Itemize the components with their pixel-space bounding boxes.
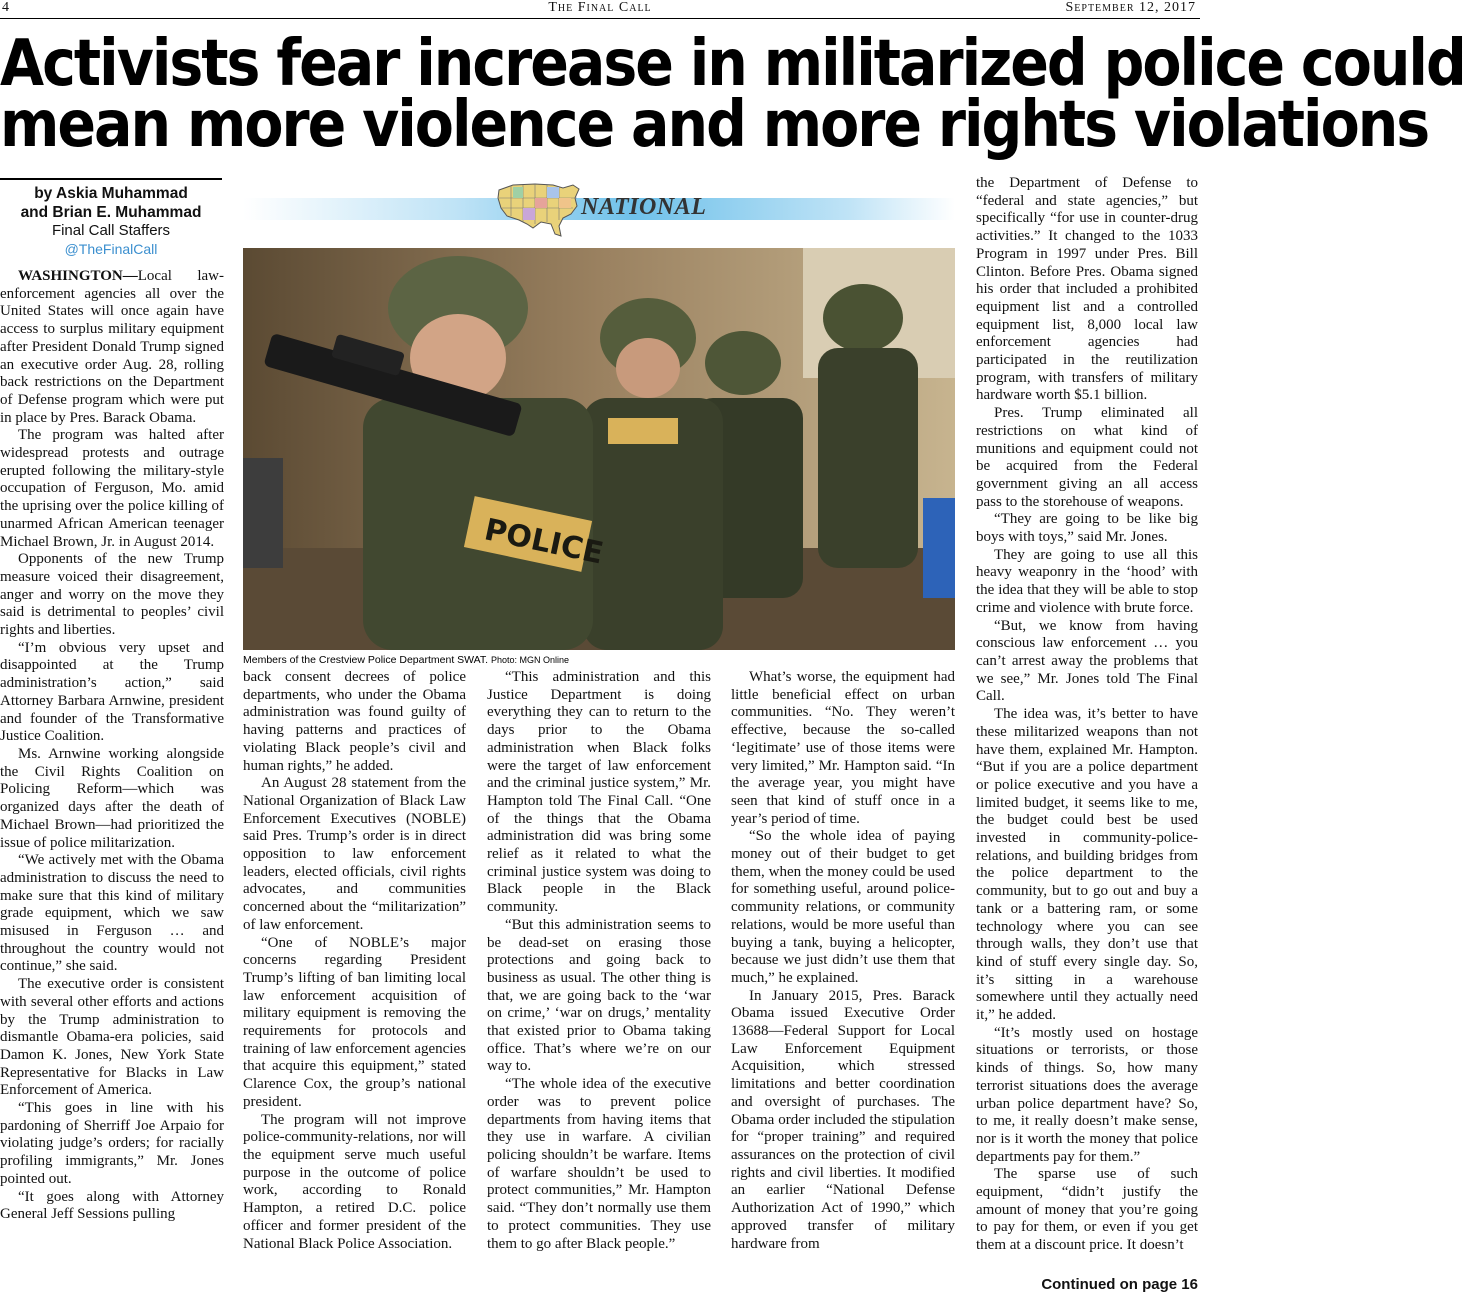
- paragraph: “The whole idea of the executive order was to prevent police departments from having items that they use in warfare. A civilian policing shouldn’t be warfare. Items of warfare shouldn’t be used to protect communities,” Mr. Hampton said. “They don’t normally use them to protect communities. They use them to go after Black people.”: [487, 1076, 711, 1252]
- us-map-icon: [493, 176, 583, 244]
- byline-handle[interactable]: @TheFinalCall: [64, 241, 158, 257]
- paragraph: An August 28 statement from the National Organization of Black Law Enforcement Executives (NOBLE) said Pres. Trump’s order is in direct opposition to law enforcement leaders, elected officials, civil rights advocates, and communities concerned about the “militarization” of law enforcement.: [243, 775, 466, 933]
- caption-text: Members of the Crestview Police Department SWAT.: [243, 654, 489, 666]
- paragraph: The executive order is consistent with several other efforts and actions by the Trump administration to dismantle Obama-era policies, said Damon K. Jones, New York State Representative for Blacks in Law Enforcement of America.: [0, 976, 224, 1099]
- headline-line-1: Activists fear increase in militarized police could: [0, 26, 1465, 101]
- byline-staff: Final Call Staffers: [51, 222, 171, 239]
- paragraph: “One of NOBLE’s major concerns regarding President Trump’s lifting of ban limiting local law enforcement acquisition of military equipment is removing the requirements for protocols and training of law enforcement agencies that acquire this equipment,” stated Clarence Cox, the group’s national president.: [243, 934, 466, 1110]
- paragraph: Pres. Trump eliminated all restrictions on what kind of munitions and equipment could not be acquired from the Federal government giving an all access pass to the storehouse of weapons.: [976, 405, 1198, 510]
- section-label: NATIONAL: [581, 194, 707, 220]
- article-column-4: [731, 669, 955, 1253]
- paragraph: “This goes in line with his pardoning of Sherriff Joe Arpaio for violating judge’s orders; for racially profiling immigrants,” Mr. Jones pointed out.: [0, 1100, 224, 1187]
- continued-jump-line[interactable]: Continued on page 16: [1041, 1276, 1198, 1293]
- masthead-bar: [0, 0, 1200, 19]
- publication-name: The Final Call: [548, 0, 652, 15]
- paragraph: Ms. Arnwine working alongside the Civil Rights Coalition on Policing Reform—which was organized days after the death of Michael Brown—had prioritized the issue of police militarization.: [0, 745, 224, 851]
- byline-authors-2: and Brian E. Muhammad: [20, 204, 202, 221]
- article-column-1: [0, 268, 224, 1224]
- dateline: WASHINGTON—: [18, 268, 138, 284]
- photo-caption: [243, 654, 955, 667]
- article-column-5: [976, 175, 1198, 1255]
- paragraph: WASHINGTON—Local law-enforcement agencies all over the United States will once again have access to surplus military equipment after President Donald Trump signed an executive order Aug. 28, rolling back restrictions on the Department of Defense program which were put in place by Pres. Barack Obama.: [0, 268, 224, 426]
- paragraph: Opponents of the new Trump measure voiced their disagreement, anger and worry on the move they said is detrimental to peoples’ civil rights and liberties.: [0, 551, 224, 639]
- paragraph: “They are going to be like big boys with toys,” said Mr. Jones.: [976, 511, 1198, 546]
- photo-credit: Photo: MGN Online: [491, 655, 570, 665]
- paragraph: “It goes along with Attorney General Jeff Sessions pulling: [0, 1188, 224, 1223]
- page-number: 4: [2, 0, 9, 15]
- swat-officers-image: [243, 248, 955, 650]
- byline-authors-1: by Askia Muhammad: [34, 185, 188, 202]
- paragraph: The program will not improve police-community-relations, nor will the equipment serve much useful purpose in the outcome of police work, according to Ronald Hampton, a retired D.C. police officer and former president of the National Black Police Association.: [243, 1111, 466, 1252]
- paragraph: The idea was, it’s better to have these militarized weapons than not have them, explained Mr. Hampton. “But if you are a police department or police executive and you have a limited budget, it seems like to me, the budget could best be used invested in community-police-relations, and building bridges from the police department to the community, but to go out and buy a tank or a battering ram, or some technology where you can see through walls, they don’t use that kind of stuff every single day. So, it’s sitting in a warehouse somewhere until they actually need it,” he added.: [976, 706, 1198, 1024]
- section-banner: [243, 176, 955, 244]
- paragraph: “It’s mostly used on hostage situations or terrorists, or those kinds of things. So, how many terrorist situations does the average urban police department have? So, to me, it really doesn’t make sense, nor is it worth the money that police departments pay for them.”: [976, 1024, 1198, 1165]
- swat-photo: [243, 248, 955, 650]
- paragraph: “But, we know from having conscious law enforcement … you can’t arrest away the problems that we see,” Mr. Jones told The Final Call.: [976, 617, 1198, 705]
- paragraph: “But this administration seems to be dead-set on erasing those protections and going back to business as usual. The other thing is that, we are going back to the ‘war on crime,’ ‘war on drugs,’ mentality that existed prior to Obama taking office. That’s where we’re on our way to.: [487, 916, 711, 1075]
- paragraph: The program was halted after widespread protests and outrage erupted following the military-style occupation of Ferguson, Mo. amid the uprising over the police killing of unarmed African American teenager Michael Brown, Jr. in August 2014.: [0, 427, 224, 550]
- headline: [0, 26, 1465, 162]
- byline: [0, 178, 222, 258]
- article-column-2: [243, 669, 466, 1253]
- paragraph: They are going to use all this heavy weaponry in the ‘hood’ with the idea that they will be able to stop crime and violence with brute force.: [976, 546, 1198, 616]
- paragraph: the Department of Defense to “federal and state agencies,” but specifically “for use in counter-drug activities.” It changed to the 1033 Program in 1997 under Pres. Bill Clinton. Before Pres. Obama signed his order that included a prohibited equipment list and a controlled equipment list, 8,000 local law enforcement agencies had participated in the reutilization program, with transfers of military hardware worth $5.1 billion.: [976, 175, 1198, 404]
- issue-date: September 12, 2017: [1065, 0, 1196, 15]
- paragraph: What’s worse, the equipment had little beneficial effect on urban communities. “No. They weren’t effective, because the so-called ‘legitimate’ use of those items were very limited,” Mr. Hampton said. “In the average year, you might have seen that kind of stuff once in a year’s period of time.: [731, 669, 955, 827]
- paragraph: back consent decrees of police departments, who under the Obama administration was found guilty of having patterns and practices of violating Black people’s civil and human rights,” he added.: [243, 669, 466, 774]
- paragraph: “So the whole idea of paying money out of their budget to get them, when the money could be used for something useful, around police-community relations, or community relations, would be more useful than buying a tank, buying a helicopter, because we just didn’t use them that much,” he explained.: [731, 828, 955, 986]
- paragraph: “This administration and this Justice Department is doing everything they can to return to the days prior to the Obama administration when Black folks were the target of law enforcement and the criminal justice system,” Mr. Hampton told The Final Call. “One of the things that the Obama administration did was bring some relief as it related to what the criminal justice system was doing to Black people in the Black community.: [487, 669, 711, 916]
- paragraph: “We actively met with the Obama administration to discuss the need to make sure that this kind of military grade equipment, which we saw misused in Ferguson … and throughout the country would not continue,” she said.: [0, 852, 224, 975]
- vest-label: POLICE: [481, 512, 607, 572]
- paragraph: The sparse use of such equipment, “didn’t justify the amount of money that you’re going to pay for them, or even if you get them at a discount price. It doesn’t: [976, 1166, 1198, 1254]
- headline-line-2: mean more violence and more rights violations: [0, 87, 1429, 162]
- paragraph: “I’m obvious very upset and disappointed at the Trump administration’s action,” said Attorney Barbara Arnwine, president and founder of the Transformative Justice Coalition.: [0, 639, 224, 745]
- article-column-3: [487, 669, 711, 1253]
- paragraph: In January 2015, Pres. Barack Obama issued Executive Order 13688—Federal Support for Local Law Enforcement Equipment Acquisition, which stressed limitations and better coordination and oversight of purchases. The Obama order included the stipulation for “proper training” and required assurances on the protection of civil rights and civil liberties. It modified an earlier “National Defense Authorization Act of 1990,” which approved transfer of military hardware from: [731, 987, 955, 1252]
